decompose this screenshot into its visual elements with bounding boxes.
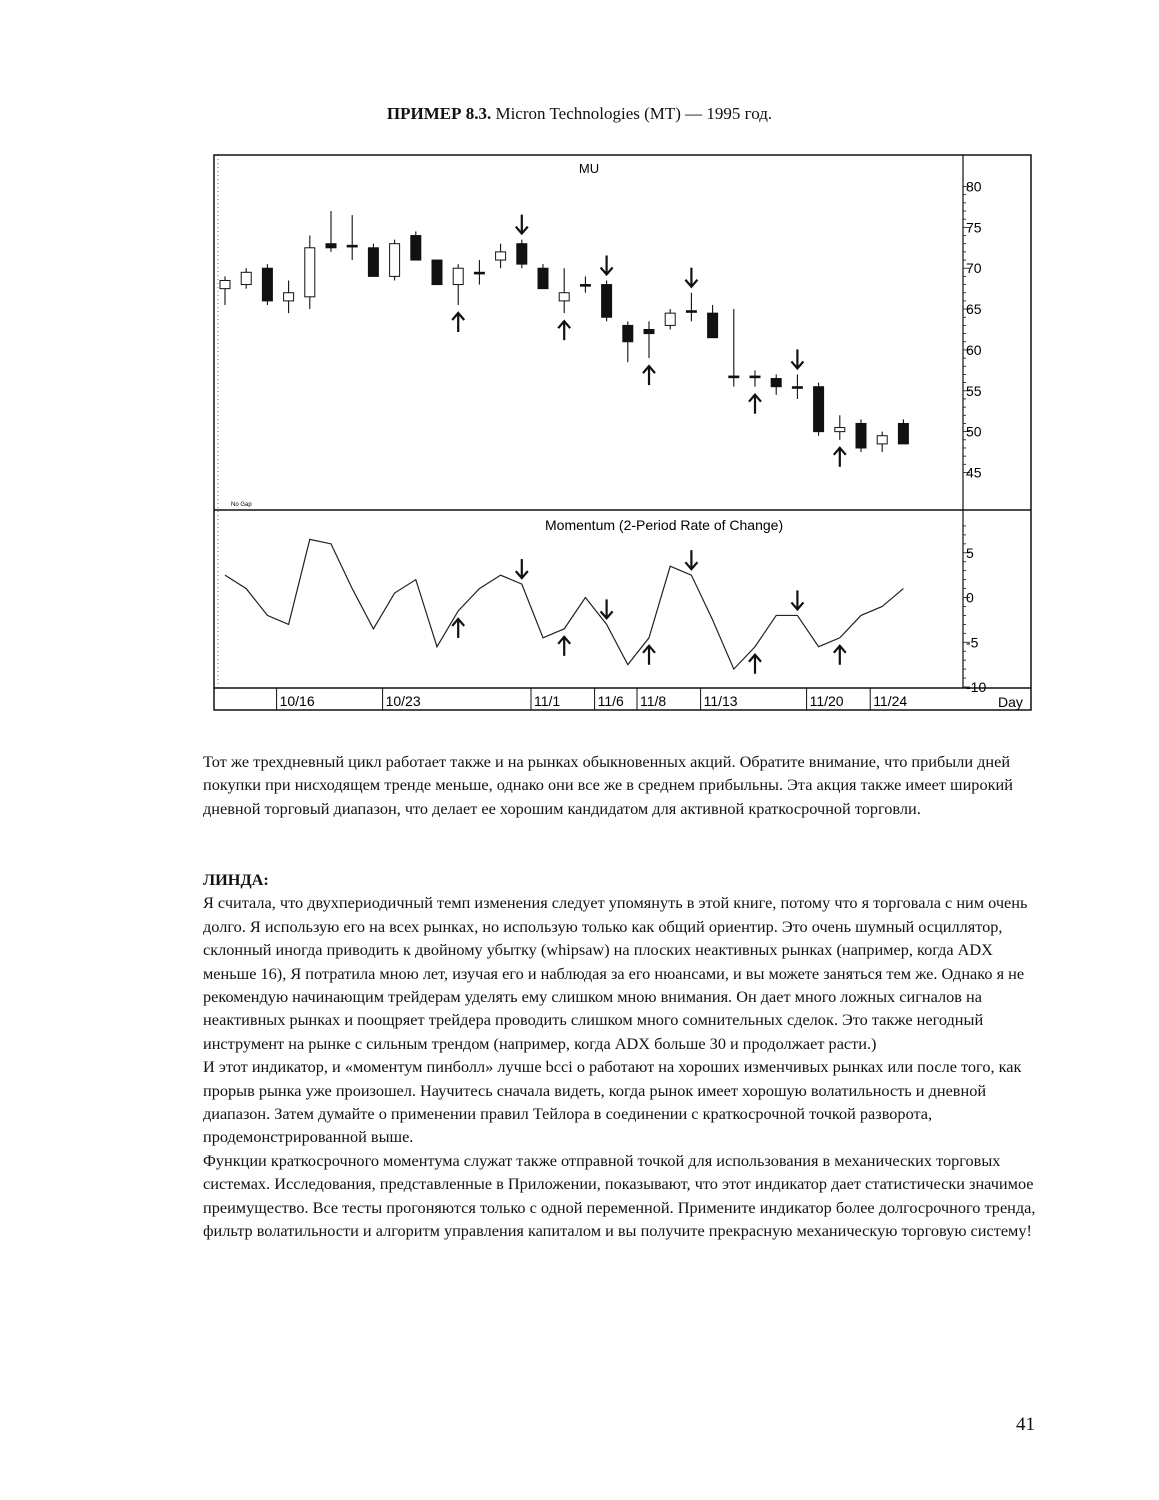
price-tick-label: 55 <box>966 382 982 399</box>
candle <box>665 309 675 329</box>
sell-arrow <box>516 215 528 234</box>
price-tick-label: 50 <box>966 423 982 440</box>
candle-body <box>411 236 421 261</box>
candle <box>602 280 612 321</box>
candle <box>284 280 294 313</box>
buy-arrow <box>834 448 846 467</box>
date-label: 10/23 <box>385 693 421 709</box>
price-tick-label: 70 <box>966 260 982 277</box>
candle <box>814 383 824 436</box>
chart-title: MU <box>578 161 600 176</box>
date-label: 11/8 <box>640 693 667 709</box>
buy-arrow <box>558 321 570 340</box>
candle <box>771 374 781 394</box>
candle-body <box>538 268 548 288</box>
candle-body <box>368 248 378 277</box>
sell-arrow <box>601 255 613 274</box>
stock-chart <box>211 152 1034 714</box>
price-axis <box>963 179 982 481</box>
candle <box>390 240 400 281</box>
signal-arrows <box>452 215 846 674</box>
momentum-tick-label: 5 <box>966 544 974 561</box>
candle-body <box>305 248 315 297</box>
figure-caption-label: ПРИМЕР 8.3. <box>386 104 492 123</box>
momentum-buy-arrow <box>834 646 846 665</box>
momentum-axis <box>963 526 986 695</box>
date-axis <box>277 688 908 710</box>
date-label: 11/13 <box>703 693 738 709</box>
momentum-tick-label: -10 <box>966 679 987 695</box>
candle-body <box>432 260 442 285</box>
momentum-sell-arrow <box>516 559 528 578</box>
candle <box>517 240 527 269</box>
momentum-sell-arrow <box>601 599 613 618</box>
candle <box>305 236 315 310</box>
buy-arrow <box>643 366 655 385</box>
candle-body <box>644 330 654 334</box>
candle <box>432 260 442 285</box>
momentum-tick-label: 0 <box>966 589 974 606</box>
candle-body <box>729 376 739 378</box>
momentum-subtitle: Momentum (2-Period Rate of Change) <box>545 517 784 533</box>
candle-body <box>474 272 484 274</box>
candle-body <box>686 311 696 313</box>
date-label: 11/24 <box>873 693 908 709</box>
candle-body <box>496 252 506 260</box>
price-tick-label: 45 <box>966 464 982 481</box>
price-tick-label: 80 <box>966 178 982 195</box>
candle <box>347 215 357 260</box>
candle-body <box>580 285 590 287</box>
candle <box>835 415 845 440</box>
candle-body <box>347 245 357 247</box>
candle <box>792 374 802 399</box>
momentum-sell-arrow <box>685 550 697 569</box>
candle <box>898 419 908 444</box>
price-tick-label: 75 <box>966 219 982 236</box>
momentum-buy-arrow <box>558 637 570 656</box>
candle-body <box>623 325 633 341</box>
candle-body <box>602 285 612 318</box>
candle <box>368 244 378 277</box>
price-tick-label: 60 <box>966 341 982 358</box>
candle-body <box>220 280 230 288</box>
intro-paragraph <box>203 750 1043 820</box>
candle <box>580 276 590 292</box>
candle-body <box>453 268 463 284</box>
candle-body <box>856 423 866 448</box>
candle <box>411 231 421 260</box>
candle <box>708 305 718 338</box>
candle-body <box>262 268 272 301</box>
linda-paragraph-3: Функции краткосрочного моментума служат также отправной точкой для использования в механических торговых системах. Исследования, представленные в Приложении, показывают, что этот индикатор дает статистически значимое преимущество. Все тесты прогоняются только с одной переменной. Примените индикатор более долгосрочного тренда, фильтр волатильности и алгоритм управления капиталом и вы получите прекрасную механическую торговую систему! <box>203 1150 1036 1241</box>
price-tick-label: 65 <box>966 301 982 318</box>
candle <box>538 264 548 289</box>
candle <box>877 432 887 452</box>
candle-body <box>326 244 336 248</box>
momentum-sell-arrow <box>791 590 803 609</box>
day-axis-label: Day <box>998 694 1023 710</box>
figure-caption <box>0 104 1159 124</box>
candle <box>856 419 866 452</box>
page-number: 41 <box>1016 1414 1035 1435</box>
candle-body <box>792 387 802 389</box>
candle-body <box>835 428 845 432</box>
candle-body <box>241 272 251 284</box>
candle-body <box>559 293 569 301</box>
momentum-buy-arrow <box>749 655 761 674</box>
candle <box>241 268 251 288</box>
date-label: 11/6 <box>597 693 624 709</box>
candle-body <box>771 379 781 387</box>
momentum-buy-arrow <box>643 646 655 665</box>
momentum-buy-arrow <box>452 619 464 638</box>
linda-paragraph-2: И этот индикатор, и «моментум пинболл» лучше bcci о работают на хороших изменчивых рынках или после того, как прорыв рынка уже произошел. Научитесь сначала видеть, когда рынок имеет хорошую волатильность и дневной диапазон. Затем думайте о применении правил Тейлора в соединении с краткосрочной точкой разворота, продемонстрированной выше. <box>203 1057 1022 1147</box>
date-label: 10/16 <box>279 693 315 709</box>
linda-paragraph-1: Я считала, что двухпериодичный темп изменения следует упомянуть в этой книге, потому что я торговала с ним очень долго. Я использую его на всех рынках, но использую только как общий ориентир. Это очень шумный осциллятор, склонный иногда приводить к двойному убытку (whipsaw) на плоских неактивных рынках (например, когда ADX меньше 16), Я потратила мною лет, изучая его и наблюдая за его нюансами, и вы можете заняться тем же. Однако я не рекомендую начинающим трейдерам уделять ему слишком мною внимания. Он дает много ложных сигналов на неактивных рынках и поощряет трейдера проводить слишком много сомнительных сделок. Это также негодный инструмент на рынке с сильным трендом (например, когда ADX больше 30 и продолжает расти.) <box>203 893 1028 1053</box>
momentum-tick-label: -5 <box>966 634 979 651</box>
candle-body <box>877 436 887 444</box>
candle <box>559 268 569 313</box>
candle <box>474 260 484 285</box>
candle <box>496 244 506 269</box>
candle-body <box>708 313 718 338</box>
sell-arrow <box>791 349 803 368</box>
candle <box>623 321 633 362</box>
candle-body <box>898 423 908 443</box>
date-label: 11/20 <box>809 693 844 709</box>
candle <box>644 321 654 358</box>
buy-arrow <box>452 313 464 332</box>
sell-arrow <box>685 268 697 287</box>
intro-text: Тот же трехдневный цикл работает также и на рынках обыкновенных акций. Обратите внимание, что прибыли дней покупки при нисходящем тренде меньше, однако они все же в среднем прибыльны. Эта акция также имеет широкий дневной торговый диапазон, что делает ее хорошим кандидатом для активной краткосрочной торговли. <box>203 752 1013 818</box>
candle-body <box>390 244 400 277</box>
candle-body <box>814 387 824 432</box>
date-label: 11/1 <box>534 693 561 709</box>
chart-corner-note: No Gap <box>231 502 252 508</box>
candle <box>686 293 696 322</box>
section-heading: ЛИНДА: <box>203 870 269 889</box>
linda-section <box>203 868 1043 1243</box>
candle <box>220 276 230 305</box>
candle <box>262 264 272 305</box>
buy-arrow <box>749 395 761 414</box>
candle <box>453 264 463 305</box>
candle-body <box>517 244 527 264</box>
candle <box>750 370 760 386</box>
candle <box>326 211 336 252</box>
candle-body <box>750 376 760 378</box>
candle-body <box>665 313 675 325</box>
candle-body <box>284 293 294 301</box>
candle <box>729 309 739 387</box>
figure-caption-text: Micron Technologies (MT) — 1995 год. <box>491 104 773 123</box>
